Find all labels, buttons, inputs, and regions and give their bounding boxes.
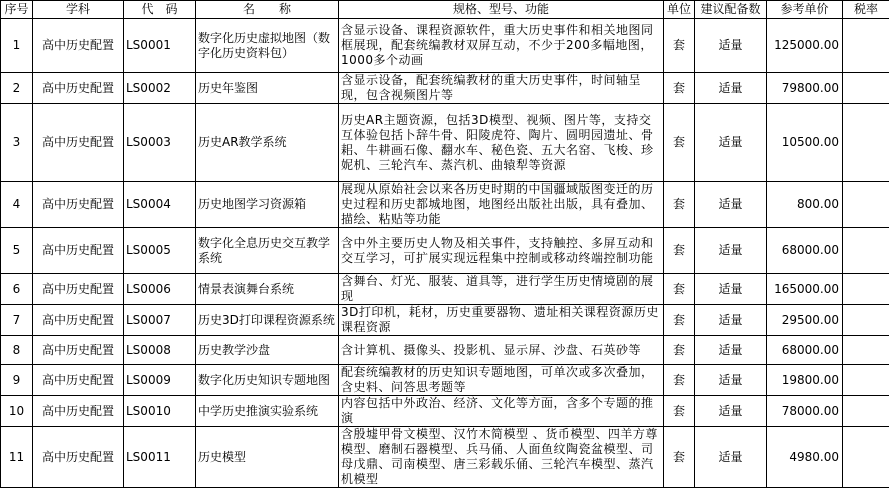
cell-name[interactable]: 数字化历史虚拟地图（数字化历史资料包） [196,19,339,73]
header-tax[interactable]: 税率 [843,1,889,19]
cell-name[interactable]: 历史教学沙盘 [196,336,339,365]
cell-subject[interactable]: 高中历史配置 [33,182,124,228]
header-code[interactable]: 代 码 [124,1,196,19]
table-row [1,427,889,488]
table-row [1,336,889,365]
cell-unit[interactable]: 套 [664,73,695,104]
cell-qty[interactable]: 适量 [695,73,767,104]
cell-subject[interactable]: 高中历史配置 [33,104,124,182]
cell-seq[interactable]: 1 [1,19,33,73]
cell-name[interactable]: 历史年鉴图 [196,73,339,104]
cell-subject[interactable]: 高中历史配置 [33,228,124,274]
header-seq[interactable]: 序号 [1,1,33,19]
cell-spec[interactable]: 含计算机、摄像头、投影机、显示屏、沙盘、石英砂等 [339,336,664,365]
cell-price[interactable]: 68000.00 [767,228,843,274]
cell-tax[interactable] [843,19,889,73]
cell-name[interactable]: 历史3D打印课程资源系统 [196,305,339,336]
cell-code[interactable]: LS0003 [124,104,196,182]
cell-code[interactable]: LS0007 [124,305,196,336]
cell-seq[interactable]: 3 [1,104,33,182]
cell-spec[interactable]: 含殷墟甲骨文模型、汉竹木简模型 、货币模型、四羊方尊模型、磨制石器模型、兵马俑、人面鱼纹陶瓷盆模型、司母戊鼎、司南模型、唐三彩载乐俑、三轮汽车模型、蒸汽机模型 [339,427,664,488]
table-row [1,19,889,73]
cell-price[interactable]: 4980.00 [767,427,843,488]
cell-seq[interactable]: 11 [1,427,33,488]
cell-unit[interactable]: 套 [664,427,695,488]
table-row [1,365,889,396]
cell-spec[interactable]: 含舞台、灯光、服装、道具等，进行学生历史情境剧的展现 [339,274,664,305]
cell-spec[interactable]: 含显示设备，配套统编教材的重大历史事件，时间轴呈现，包含视频图片等 [339,73,664,104]
cell-qty[interactable]: 适量 [695,427,767,488]
cell-subject[interactable]: 高中历史配置 [33,427,124,488]
cell-seq[interactable]: 5 [1,228,33,274]
cell-code[interactable]: LS0006 [124,274,196,305]
cell-tax[interactable] [843,396,889,427]
header-qty[interactable]: 建议配备数 [695,1,767,19]
cell-tax[interactable] [843,274,889,305]
cell-tax[interactable] [843,182,889,228]
cell-price[interactable]: 68000.00 [767,336,843,365]
cell-spec[interactable]: 3D打印机，耗材，历史重要器物、遗址相关课程资源历史课程资源 [339,305,664,336]
cell-spec[interactable]: 历史AR主题资源，包括3D模型、视频、图片等，支持交互体验包括卜辞牛骨、阳陵虎符、陶片、圆明园遗址、骨耜、牛耕画石像、翻水车、秘色瓷、五大名窑、飞梭、珍妮机、三轮汽车、蒸汽机、曲辕犁等资源 [339,104,664,182]
cell-subject[interactable]: 高中历史配置 [33,365,124,396]
cell-spec[interactable]: 含显示设备、课程资源软件，重大历史事件和相关地图同框展现，配套统编教材双屏互动，不少于200多幅地图，1000多个动画 [339,19,664,73]
cell-seq[interactable]: 9 [1,365,33,396]
cell-unit[interactable]: 套 [664,396,695,427]
cell-tax[interactable] [843,336,889,365]
cell-qty[interactable]: 适量 [695,305,767,336]
table-row [1,182,889,228]
cell-spec[interactable]: 内容包括中外政治、经济、文化等方面，含多个专题的推演 [339,396,664,427]
cell-name[interactable]: 历史模型 [196,427,339,488]
cell-seq[interactable]: 10 [1,396,33,427]
cell-qty[interactable]: 适量 [695,396,767,427]
table-row [1,396,889,427]
cell-unit[interactable]: 套 [664,19,695,73]
cell-code[interactable]: LS0005 [124,228,196,274]
cell-qty[interactable]: 适量 [695,182,767,228]
cell-seq[interactable]: 7 [1,305,33,336]
header-spec[interactable]: 规格、型号、功能 [339,1,664,19]
table-row [1,73,889,104]
header-name[interactable]: 名 称 [196,1,339,19]
cell-qty[interactable]: 适量 [695,336,767,365]
cell-tax[interactable] [843,305,889,336]
cell-unit[interactable]: 套 [664,182,695,228]
table-row [1,274,889,305]
cell-seq[interactable]: 6 [1,274,33,305]
cell-seq[interactable]: 8 [1,336,33,365]
cell-code[interactable]: LS0008 [124,336,196,365]
cell-code[interactable]: LS0011 [124,427,196,488]
table-body [1,19,889,488]
cell-price[interactable]: 78000.00 [767,396,843,427]
cell-subject[interactable]: 高中历史配置 [33,274,124,305]
cell-unit[interactable]: 套 [664,104,695,182]
cell-code[interactable]: LS0009 [124,365,196,396]
cell-tax[interactable] [843,73,889,104]
cell-unit[interactable]: 套 [664,228,695,274]
header-row [1,1,889,19]
cell-unit[interactable]: 套 [664,365,695,396]
header-subject[interactable]: 学科 [33,1,124,19]
cell-seq[interactable]: 4 [1,182,33,228]
table-row [1,228,889,274]
cell-subject[interactable]: 高中历史配置 [33,305,124,336]
cell-name[interactable]: 数字化历史知识专题地图 [196,365,339,396]
cell-seq[interactable]: 2 [1,73,33,104]
cell-price[interactable]: 800.00 [767,182,843,228]
cell-subject[interactable]: 高中历史配置 [33,396,124,427]
cell-code[interactable]: LS0001 [124,19,196,73]
cell-spec[interactable]: 配套统编教材的历史知识专题地图，可单次或多次叠加，含史料、问答思考题等 [339,365,664,396]
table-row [1,104,889,182]
cell-name[interactable]: 历史地图学习资源箱 [196,182,339,228]
cell-tax[interactable] [843,365,889,396]
cell-tax[interactable] [843,427,889,488]
cell-unit[interactable]: 套 [664,336,695,365]
cell-spec[interactable]: 含中外主要历史人物及相关事件，支持触控、多屏互动和交互学习，可扩展实现远程集中控制或移动终端控制功能 [339,228,664,274]
cell-name[interactable]: 情景表演舞台系统 [196,274,339,305]
cell-name[interactable]: 历史AR教学系统 [196,104,339,182]
cell-unit[interactable]: 套 [664,305,695,336]
cell-qty[interactable]: 适量 [695,274,767,305]
cell-price[interactable]: 165000.00 [767,274,843,305]
cell-subject[interactable]: 高中历史配置 [33,19,124,73]
cell-qty[interactable]: 适量 [695,104,767,182]
cell-price[interactable]: 19800.00 [767,365,843,396]
cell-tax[interactable] [843,228,889,274]
cell-name[interactable]: 数字化全息历史交互教学系统 [196,228,339,274]
cell-subject[interactable]: 高中历史配置 [33,336,124,365]
cell-qty[interactable]: 适量 [695,365,767,396]
table-row [1,305,889,336]
cell-unit[interactable]: 套 [664,274,695,305]
cell-qty[interactable]: 适量 [695,228,767,274]
cell-name[interactable]: 中学历史推演实验系统 [196,396,339,427]
cell-price[interactable]: 79800.00 [767,73,843,104]
cell-spec[interactable]: 展现从原始社会以来各历史时期的中国疆域版图变迁的历史过程和历史都城地图，地图经出版社出版，具有叠加、描绘、粘贴等功能 [339,182,664,228]
header-price[interactable]: 参考单价 [767,1,843,19]
cell-subject[interactable]: 高中历史配置 [33,73,124,104]
cell-price[interactable]: 125000.00 [767,19,843,73]
cell-code[interactable]: LS0004 [124,182,196,228]
cell-price[interactable]: 29500.00 [767,305,843,336]
cell-code[interactable]: LS0002 [124,73,196,104]
cell-code[interactable]: LS0010 [124,396,196,427]
cell-qty[interactable]: 适量 [695,19,767,73]
cell-price[interactable]: 10500.00 [767,104,843,182]
cell-tax[interactable] [843,104,889,182]
header-unit[interactable]: 单位 [664,1,695,19]
